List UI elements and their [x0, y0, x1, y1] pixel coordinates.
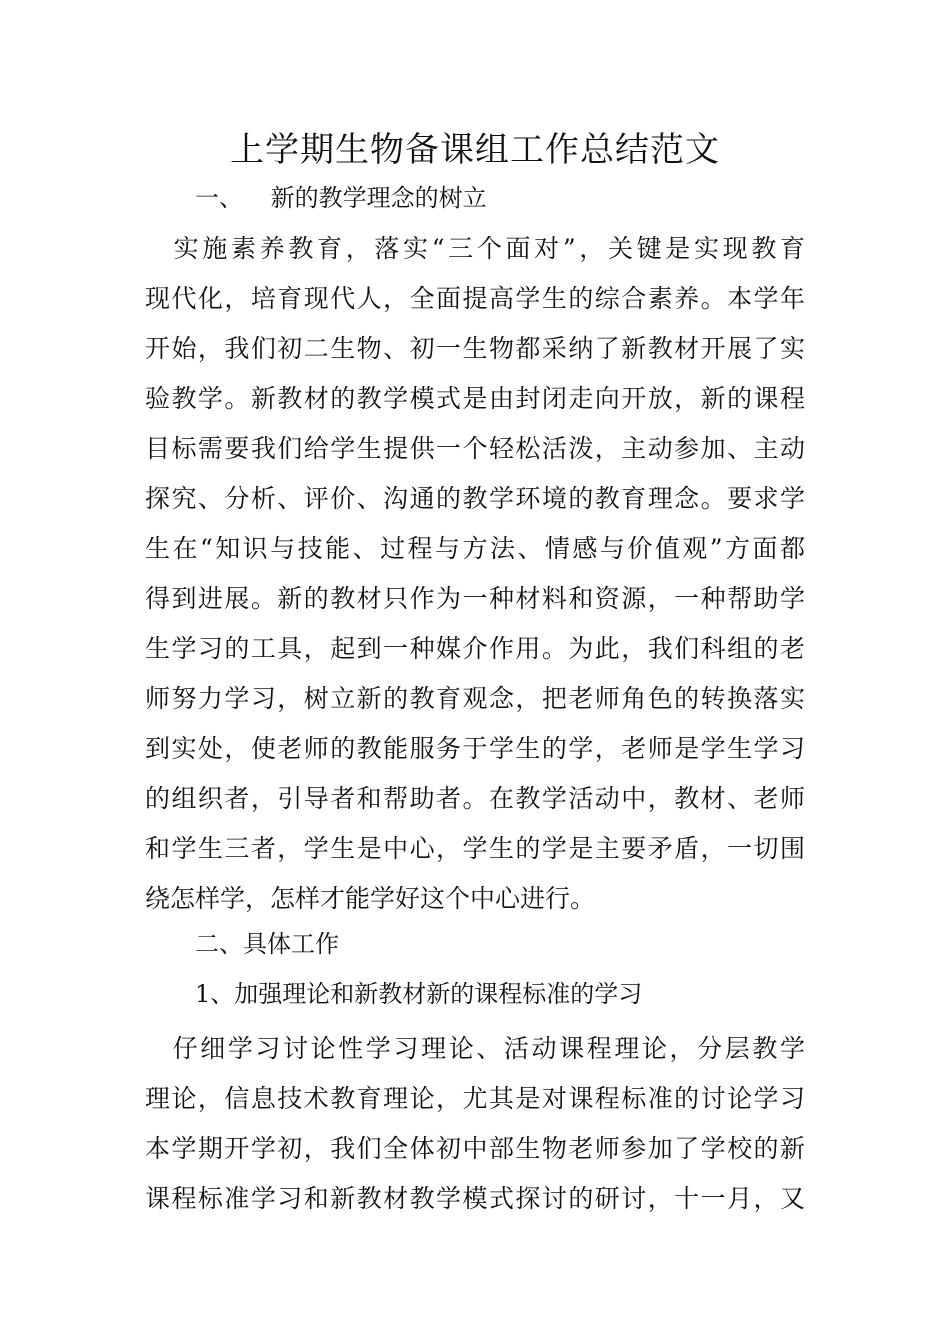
- paragraph-line: 生在“知识与技能、过程与方法、情感与价值观”方面都: [145, 534, 805, 563]
- paragraph-line: 现代化，培育现代人，全面提高学生的综合素养。本学年: [145, 284, 805, 313]
- section-1-heading-text: 新的教学理念的树立: [270, 184, 487, 212]
- paragraph-line: 师努力学习，树立新的教育观念，把老师角色的转换落实: [145, 684, 805, 713]
- section-1-heading: [195, 178, 487, 218]
- paragraph-line: 实施素养教育，落实“三个面对”，关键是实现教育: [145, 234, 805, 263]
- paragraph-line: 仔细学习讨论性学习理论、活动课程理论，分层教学: [145, 1034, 805, 1063]
- paragraph-line: 得到进展。新的教材只作为一种材料和资源，一种帮助学: [145, 584, 805, 613]
- paragraph-line: 探究、分析、评价、沟通的教学环境的教育理念。要求学: [145, 484, 805, 513]
- paragraph-line: 理论，信息技术教育理论，尤其是对课程标准的讨论学习: [145, 1084, 805, 1113]
- paragraph-line: 到实处，使老师的教能服务于学生的学，老师是学生学习: [145, 734, 805, 763]
- section-2-paragraph: [145, 1024, 805, 1224]
- paragraph-line: 验教学。新教材的教学模式是由封闭走向开放，新的课程: [145, 384, 805, 413]
- paragraph-line: 和学生三者，学生是中心，学生的学是主要矛盾，一切围: [145, 834, 805, 863]
- paragraph-line: 绕怎样学，怎样才能学好这个中心进行。: [145, 884, 596, 913]
- paragraph-line: 生学习的工具，起到一种媒介作用。为此，我们科组的老: [145, 634, 805, 663]
- paragraph-line: 课程标准学习和新教材教学模式探讨的研讨，十一月，又: [145, 1184, 805, 1213]
- document-title: 上学期生物备课组工作总结范文: [230, 130, 720, 170]
- section-1-paragraph: [145, 224, 805, 924]
- section-2-heading: 二、具体工作: [195, 930, 339, 958]
- section-2-subheading: 1、加强理论和新教材新的课程标准的学习: [195, 980, 643, 1008]
- paragraph-line: 开始，我们初二生物、初一生物都采纳了新教材开展了实: [145, 334, 805, 363]
- paragraph-line: 目标需要我们给学生提供一个轻松活泼，主动参加、主动: [145, 434, 805, 463]
- section-1-number: 一、: [195, 184, 243, 212]
- paragraph-line: 的组织者，引导者和帮助者。在教学活动中，教材、老师: [145, 784, 805, 813]
- paragraph-line: 本学期开学初，我们全体初中部生物老师参加了学校的新: [145, 1134, 805, 1163]
